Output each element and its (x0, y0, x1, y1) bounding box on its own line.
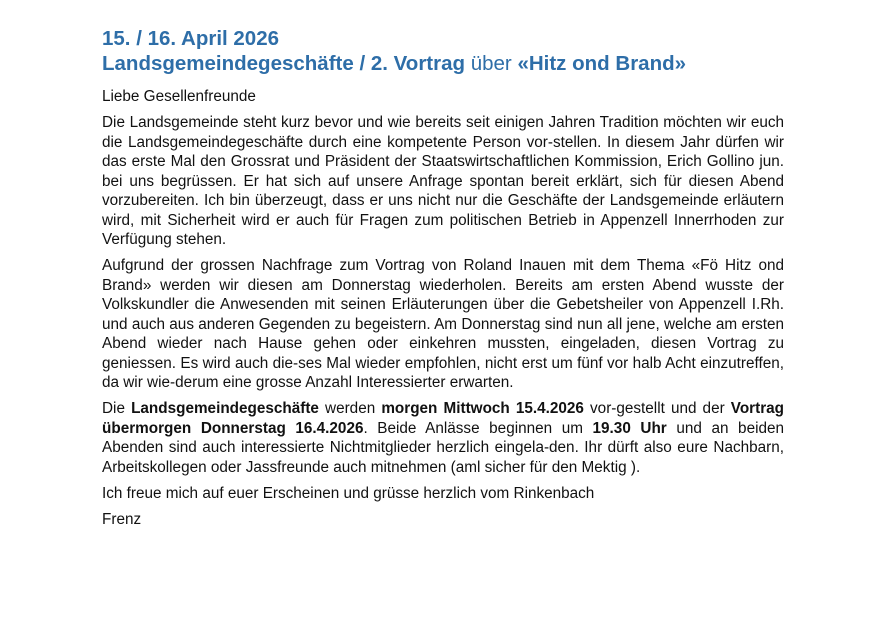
paragraph-3-bold-4: 19.30 Uhr (592, 419, 667, 437)
header-title-part1: Landsgemeindegeschäfte / 2. Vortrag (102, 52, 466, 75)
paragraph-3-text-5: und an beiden Abenden sind auch interessierte Nichtmitglieder herzlich eingela-den. Ihr dürft also eure Nachbarn, Arbeitskollegen oder Jassfreunde auch mitnehmen (aml sicher für den Mektig ). (102, 419, 784, 476)
paragraph-3-bold-3: Vortrag übermorgen Donnerstag 16.4.2026 (102, 400, 785, 437)
header-date: 15. / 16. April 2026 (102, 27, 280, 50)
paragraph-3-text-1: Die (102, 400, 132, 417)
greeting: Liebe Gesellenfreunde (102, 88, 256, 105)
closing-line: Ich freue mich auf euer Erscheinen und grüsse herzlich vom Rinkenbach (102, 484, 595, 502)
header-title-part2: über (465, 52, 518, 75)
paragraph-3-text-4: . Beide Anlässe beginnen um (363, 419, 593, 437)
letter-body (102, 87, 784, 529)
signature: Frenz (102, 510, 142, 528)
paragraph-3-text-2: werden (318, 400, 382, 417)
paragraph-3-bold-2: morgen Mittwoch 15.4.2026 (381, 400, 584, 417)
paragraph-1: Die Landsgemeinde steht kurz bevor und wie bereits seit einigen Jahren Tradition möchten wir euch die Landsgemeindegeschäfte durch eine kompetente Person vor-stellen. In diesem Jahr dürfen wir das erste Mal den Grossrat und Präsident der Staatswirtschaftlichen Kommission, Erich Gollino jun. bei uns begrüssen. Er hat sich auf unsere Anfrage spontan bereit erklärt, sich für diesen Abend vorzubereiten. Ich bin überzeugt, dass er uns nicht nur die Geschäfte der Landsgemeinde erläutern wird, mit Sicherheit wird er auch für Fragen zum politischen Betrieb in Appenzell Innerrhoden zur Verfügung stehen. (102, 114, 784, 248)
document-header (102, 26, 784, 76)
paragraph-3 (102, 399, 784, 477)
paragraph-3-bold-1: Landsgemeindegeschäfte (131, 400, 319, 417)
header-title (102, 51, 784, 76)
paragraph-3-text-3: vor-gestellt und der (583, 400, 731, 417)
document-page (102, 26, 784, 536)
paragraph-2: Aufgrund der grossen Nachfrage zum Vortrag von Roland Inauen mit dem Thema «Fö Hitz ond Brand» werden wir diesen am Donnerstag wiederholen. Bereits am ersten Abend wusste der Volkskundler die Anwesenden mit seinen Erläuterungen über die Gebetsheiler von Appenzell I.Rh. und auch aus anderen Gegenden zu begeistern. Am Donnerstag sind nun all jene, welche am ersten Abend wieder nach Hause gehen oder einkehren mussten, eingeladen, diesen Vortrag zu geniessen. Es wird auch die-ses Mal wieder empfohlen, nicht erst um fünf vor halb Acht einzutreffen, da wir wie-derum eine grosse Anzahl Interessierter erwarten. (102, 257, 784, 391)
header-title-part3: «Hitz ond Brand» (517, 52, 687, 75)
